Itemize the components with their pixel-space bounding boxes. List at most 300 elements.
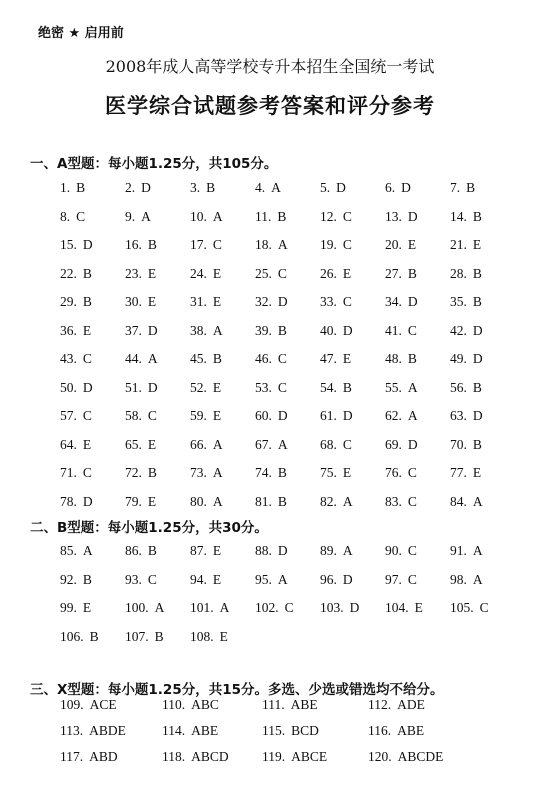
answer-key: B	[472, 294, 482, 309]
answer-key: E	[407, 237, 417, 252]
answer-item	[450, 572, 483, 588]
answer-item	[450, 180, 475, 196]
answer-item	[125, 266, 156, 282]
answer-key: C	[147, 571, 157, 587]
answer-item	[255, 600, 294, 616]
answer-row	[0, 209, 540, 238]
answer-item	[368, 723, 424, 739]
question-number: 56.	[450, 379, 467, 395]
answer-key: C	[342, 237, 352, 252]
question-number: 51.	[125, 379, 142, 395]
answer-item	[385, 323, 417, 339]
question-number: 120.	[368, 749, 392, 764]
question-number: 12.	[320, 208, 337, 224]
answer-item	[450, 380, 482, 396]
answer-item	[60, 294, 92, 310]
answer-key: A	[407, 379, 418, 395]
question-number: 31.	[190, 294, 207, 309]
question-number: 83.	[385, 493, 402, 509]
answer-key: D	[407, 208, 418, 224]
answer-item	[125, 180, 151, 196]
answer-key: E	[82, 436, 92, 452]
answer-key: D	[277, 294, 288, 309]
answer-item	[385, 266, 417, 282]
answer-key: B	[82, 265, 92, 281]
answer-key: D	[342, 571, 353, 587]
question-number: 96.	[320, 571, 337, 587]
answer-item	[60, 380, 93, 396]
answer-item	[385, 437, 418, 453]
answer-item	[255, 408, 288, 424]
question-number: 50.	[60, 379, 77, 395]
answer-key: E	[212, 543, 222, 558]
question-number: 35.	[450, 294, 467, 309]
question-number: 2.	[125, 180, 136, 195]
answer-item	[60, 697, 117, 713]
answer-key: E	[82, 600, 92, 615]
answer-key: ABDE	[89, 723, 126, 738]
answer-key: A	[82, 543, 93, 558]
answer-key: B	[407, 265, 417, 281]
section-x-answers	[0, 697, 540, 775]
answer-key: B	[154, 628, 164, 644]
question-number: 48.	[385, 351, 402, 366]
answer-item	[320, 494, 353, 510]
answer-item	[125, 465, 157, 481]
section-b-answers	[0, 543, 540, 657]
answer-key: A	[147, 351, 158, 366]
answer-key: C	[82, 465, 92, 480]
answer-item	[60, 749, 118, 765]
answer-item	[450, 237, 481, 253]
answer-item	[320, 465, 351, 481]
document-subtitle: 医学综合试题参考答案和评分参考	[105, 93, 435, 118]
answer-item	[320, 572, 353, 588]
answer-key: A	[472, 543, 483, 558]
answer-key: D	[472, 408, 483, 423]
answer-key: D	[147, 379, 158, 395]
answer-item	[60, 723, 126, 739]
question-number: 73.	[190, 465, 207, 480]
answer-item	[320, 437, 352, 453]
answer-item	[385, 600, 423, 616]
answer-row	[0, 351, 540, 380]
answer-item	[125, 572, 157, 588]
question-number: 30.	[125, 294, 142, 309]
question-number: 42.	[450, 322, 467, 338]
question-number: 74.	[255, 465, 272, 480]
answer-item	[320, 323, 353, 339]
question-number: 3.	[190, 180, 201, 195]
question-number: 71.	[60, 465, 77, 480]
question-number: 64.	[60, 436, 77, 452]
answer-key: B	[472, 379, 482, 395]
answer-key: D	[342, 408, 353, 423]
answer-item	[255, 237, 288, 253]
answer-key: E	[147, 294, 157, 309]
question-number: 78.	[60, 493, 77, 509]
answer-key: A	[212, 465, 223, 480]
question-number: 108.	[190, 628, 214, 644]
answer-key: B	[472, 265, 482, 281]
answer-item	[162, 723, 218, 739]
answer-item	[255, 180, 281, 196]
answer-item	[125, 380, 158, 396]
answer-key: ABCE	[291, 749, 328, 764]
answer-item	[162, 697, 219, 713]
question-number: 53.	[255, 379, 272, 395]
answer-item	[60, 572, 92, 588]
question-number: 67.	[255, 436, 272, 452]
answer-item	[385, 180, 411, 196]
answer-key: C	[407, 322, 417, 338]
answer-key: B	[466, 180, 476, 195]
exam-title: 2008年成人高等学校专升本招生全国统一考试	[105, 57, 435, 76]
answer-item	[255, 266, 287, 282]
question-number: 87.	[190, 543, 207, 558]
answer-key: ABD	[89, 749, 118, 764]
question-number: 110.	[162, 697, 186, 712]
question-number: 1.	[60, 180, 71, 195]
answer-key: B	[277, 465, 287, 480]
question-number: 23.	[125, 265, 142, 281]
answer-item	[450, 543, 483, 559]
answer-key: C	[342, 294, 352, 309]
answer-key: C	[277, 351, 287, 366]
answer-key: E	[212, 408, 222, 423]
answer-key: A	[219, 600, 230, 615]
answer-item	[320, 351, 351, 367]
answer-key: C	[277, 379, 287, 395]
answer-item	[255, 323, 287, 339]
answer-item	[320, 237, 352, 253]
answer-item	[60, 494, 93, 510]
answer-item	[255, 465, 287, 481]
answer-item	[255, 351, 287, 367]
answer-item	[125, 323, 158, 339]
answer-item	[190, 237, 222, 253]
answer-item	[255, 437, 288, 453]
answer-item	[255, 543, 288, 559]
answer-key: B	[277, 493, 287, 509]
question-number: 58.	[125, 408, 142, 423]
section-x-heading: 三、X型题：每小题1.25分，共15分。多选、少选或错选均不给分。	[30, 682, 444, 698]
question-number: 62.	[385, 408, 402, 423]
answer-key: B	[206, 180, 216, 195]
question-number: 85.	[60, 543, 77, 558]
question-number: 60.	[255, 408, 272, 423]
question-number: 95.	[255, 571, 272, 587]
answer-item	[385, 408, 418, 424]
question-number: 97.	[385, 571, 402, 587]
question-number: 18.	[255, 237, 272, 252]
answer-row	[0, 543, 540, 572]
answer-item	[368, 697, 425, 713]
answer-item	[190, 543, 221, 559]
answer-item	[385, 465, 417, 481]
answer-key: A	[141, 208, 151, 224]
answer-key: A	[342, 493, 353, 509]
answer-key: B	[89, 628, 99, 644]
question-number: 75.	[320, 465, 337, 480]
question-number: 20.	[385, 237, 402, 252]
question-number: 21.	[450, 237, 467, 252]
answer-item	[190, 266, 221, 282]
answer-row	[0, 465, 540, 494]
answer-key: D	[342, 322, 353, 338]
question-number: 104.	[385, 600, 409, 615]
answer-item	[450, 209, 482, 225]
question-number: 59.	[190, 408, 207, 423]
answer-key: B	[407, 351, 417, 366]
answer-key: D	[82, 379, 93, 395]
confidential-label: 绝密 ★ 启用前	[38, 26, 124, 41]
question-number: 6.	[385, 180, 396, 195]
question-number: 41.	[385, 322, 402, 338]
answer-item	[190, 180, 215, 196]
answer-key: ABE	[290, 697, 318, 712]
answer-item	[125, 437, 156, 453]
answer-row	[0, 180, 540, 209]
question-number: 77.	[450, 465, 467, 480]
answer-key: E	[342, 351, 352, 366]
question-number: 55.	[385, 379, 402, 395]
question-number: 98.	[450, 571, 467, 587]
answer-item	[385, 494, 417, 510]
answer-item	[255, 294, 288, 310]
answer-item	[190, 494, 223, 510]
answer-key: C	[76, 208, 86, 224]
answer-key: E	[414, 600, 423, 615]
answer-item	[125, 543, 157, 559]
question-number: 63.	[450, 408, 467, 423]
answer-item	[190, 629, 228, 645]
answer-item	[450, 294, 482, 310]
answer-item	[60, 600, 91, 616]
question-number: 33.	[320, 294, 337, 309]
question-number: 40.	[320, 322, 337, 338]
answer-key: A	[472, 571, 483, 587]
question-number: 14.	[450, 208, 467, 224]
question-number: 118.	[162, 749, 186, 764]
answer-key: ADE	[397, 697, 425, 712]
question-number: 22.	[60, 265, 77, 281]
answer-key: ABC	[191, 697, 219, 712]
answer-key: E	[82, 322, 92, 338]
answer-item	[320, 408, 353, 424]
answer-item	[60, 408, 92, 424]
answer-item	[190, 323, 223, 339]
answer-key: D	[277, 408, 288, 423]
answer-key: ABE	[191, 723, 219, 738]
question-number: 65.	[125, 436, 142, 452]
answer-item	[190, 600, 229, 616]
answer-key: ABCDE	[397, 749, 444, 764]
question-number: 117.	[60, 749, 84, 764]
answer-key: B	[472, 208, 482, 224]
answer-key: B	[82, 571, 92, 587]
question-number: 76.	[385, 465, 402, 480]
answer-item	[255, 209, 286, 225]
question-number: 89.	[320, 543, 337, 558]
answer-item	[60, 323, 91, 339]
question-number: 57.	[60, 408, 77, 423]
question-number: 111.	[262, 697, 285, 712]
question-number: 107.	[125, 628, 149, 644]
answer-item	[60, 543, 93, 559]
answer-item	[125, 408, 157, 424]
question-number: 82.	[320, 493, 337, 509]
answer-row	[0, 572, 540, 601]
answer-key: A	[212, 208, 223, 224]
answer-item	[60, 437, 91, 453]
answer-item	[385, 237, 416, 253]
question-number: 10.	[190, 208, 207, 224]
question-number: 36.	[60, 322, 77, 338]
question-number: 99.	[60, 600, 77, 615]
question-number: 44.	[125, 351, 142, 366]
answer-row	[0, 266, 540, 295]
answer-row	[0, 629, 540, 658]
answer-item	[125, 237, 157, 253]
question-number: 11.	[255, 208, 272, 224]
answer-key: A	[271, 180, 281, 195]
answer-item	[125, 351, 158, 367]
answer-item	[162, 749, 229, 765]
answer-key: C	[147, 408, 157, 423]
answer-key: A	[277, 436, 288, 452]
question-number: 39.	[255, 322, 272, 338]
answer-item	[190, 437, 223, 453]
question-number: 28.	[450, 265, 467, 281]
answer-key: B	[147, 465, 157, 480]
answer-item	[385, 543, 417, 559]
answer-key: ABCD	[191, 749, 229, 764]
answer-key: A	[154, 600, 165, 615]
answer-item	[255, 380, 287, 396]
answer-key: D	[349, 600, 360, 615]
answer-key: E	[219, 628, 228, 644]
question-number: 105.	[450, 600, 474, 615]
question-number: 93.	[125, 571, 142, 587]
question-number: 27.	[385, 265, 402, 281]
answer-key: E	[342, 265, 352, 281]
answer-key: C	[407, 493, 417, 509]
answer-key: D	[336, 180, 346, 195]
answer-item	[450, 408, 483, 424]
answer-item	[60, 465, 92, 481]
answer-item	[60, 237, 93, 253]
question-number: 13.	[385, 208, 402, 224]
question-number: 72.	[125, 465, 142, 480]
answer-row	[0, 237, 540, 266]
question-number: 47.	[320, 351, 337, 366]
answer-key: E	[212, 571, 222, 587]
answer-key: B	[76, 180, 86, 195]
answer-key: D	[147, 322, 158, 338]
answer-item	[385, 351, 417, 367]
question-number: 68.	[320, 436, 337, 452]
answer-key: E	[147, 436, 157, 452]
answer-key: C	[277, 265, 287, 281]
answer-key: B	[277, 208, 287, 224]
question-number: 94.	[190, 571, 207, 587]
answer-key: C	[212, 237, 222, 252]
answer-key: D	[407, 294, 418, 309]
answer-key: B	[147, 237, 157, 252]
answer-item	[320, 209, 352, 225]
answer-item	[385, 380, 418, 396]
question-number: 106.	[60, 628, 84, 644]
answer-key: E	[342, 465, 352, 480]
answer-item	[262, 723, 319, 739]
answer-item	[320, 180, 346, 196]
answer-key: C	[407, 571, 417, 587]
answer-key: C	[342, 208, 352, 224]
question-number: 15.	[60, 237, 77, 252]
answer-key: D	[407, 436, 418, 452]
answer-key: A	[342, 543, 353, 558]
answer-item	[125, 294, 156, 310]
question-number: 114.	[162, 723, 186, 738]
answer-key: BCD	[291, 723, 319, 738]
answer-item	[262, 697, 318, 713]
question-number: 81.	[255, 493, 272, 509]
answer-key: B	[277, 322, 287, 338]
answer-row	[0, 749, 540, 775]
question-number: 17.	[190, 237, 207, 252]
answer-key: B	[472, 436, 482, 452]
answer-item	[320, 543, 353, 559]
answer-key: E	[212, 294, 222, 309]
question-number: 45.	[190, 351, 207, 366]
answer-item	[262, 749, 327, 765]
question-number: 69.	[385, 436, 402, 452]
answer-item	[450, 437, 482, 453]
question-number: 70.	[450, 436, 467, 452]
answer-item	[368, 749, 443, 765]
answer-key: ACE	[89, 697, 117, 712]
answer-row	[0, 697, 540, 723]
answer-key: E	[212, 265, 222, 281]
answer-item	[320, 600, 359, 616]
question-number: 115.	[262, 723, 286, 738]
answer-key: D	[277, 543, 288, 558]
answer-key: B	[212, 351, 222, 366]
answer-key: D	[472, 351, 483, 366]
question-number: 26.	[320, 265, 337, 281]
answer-item	[190, 209, 223, 225]
answer-item	[190, 465, 223, 481]
question-number: 112.	[368, 697, 392, 712]
question-number: 54.	[320, 379, 337, 395]
answer-row	[0, 723, 540, 749]
answer-item	[60, 629, 99, 645]
answer-key: E	[472, 465, 482, 480]
answer-row	[0, 294, 540, 323]
answer-key: C	[407, 543, 417, 558]
answer-key: A	[277, 571, 288, 587]
question-number: 91.	[450, 543, 467, 558]
answer-key: C	[284, 600, 294, 615]
answer-item	[450, 351, 483, 367]
question-number: 66.	[190, 436, 207, 452]
answer-key: D	[82, 493, 93, 509]
answer-item	[125, 494, 156, 510]
answer-row	[0, 600, 540, 629]
question-number: 84.	[450, 493, 467, 509]
question-number: 101.	[190, 600, 214, 615]
